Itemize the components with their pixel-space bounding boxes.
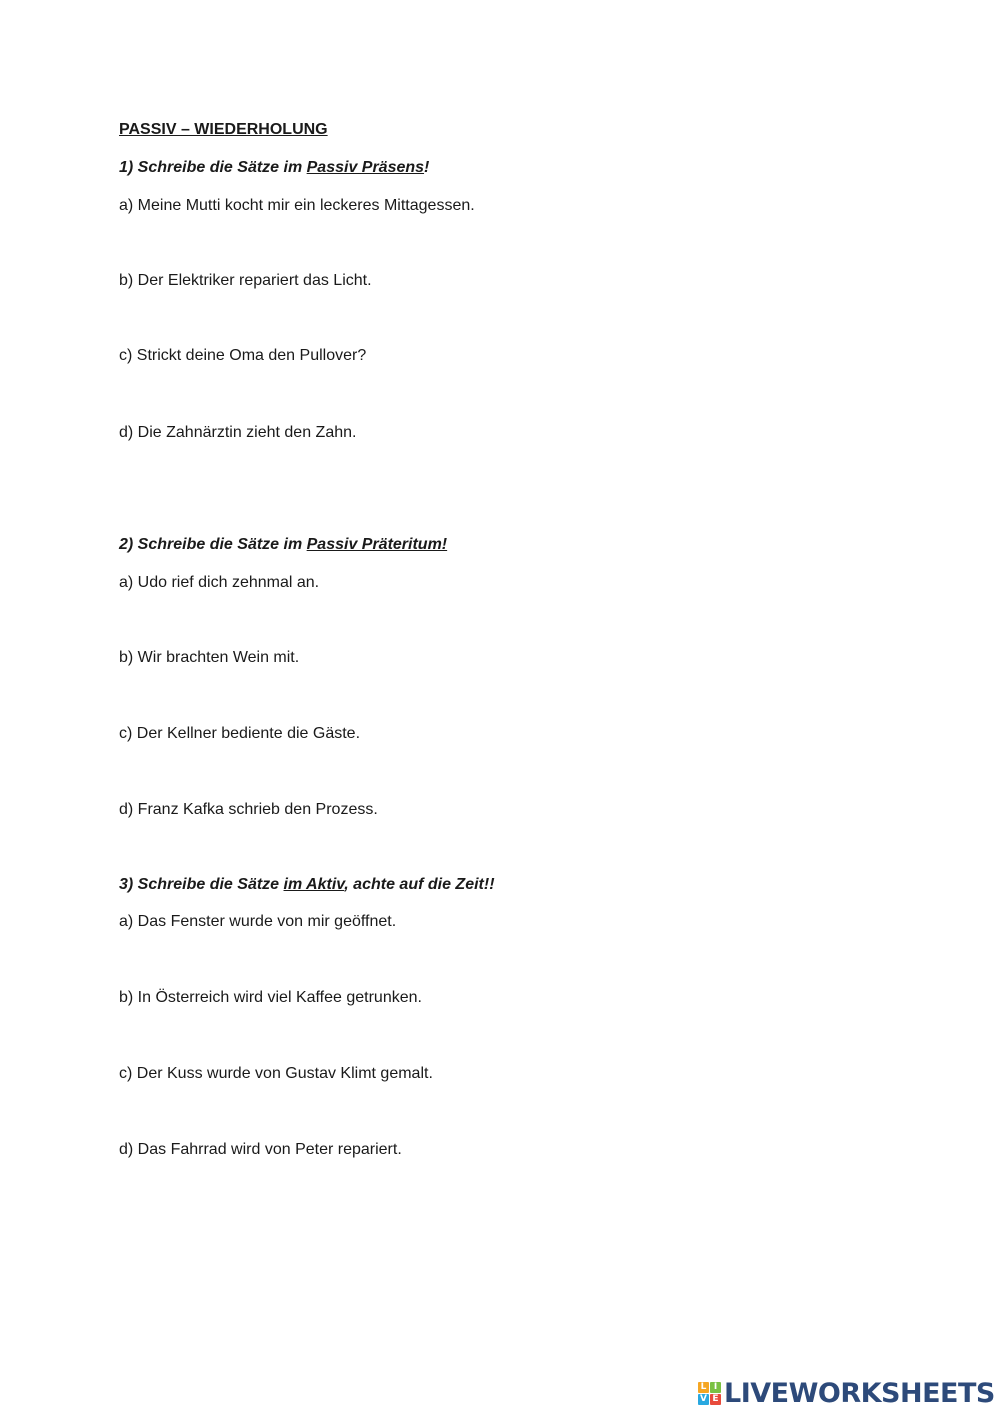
logo-icon-tile: V	[698, 1394, 709, 1405]
section-1-suffix: !	[424, 159, 430, 176]
section-2-prefix: 2) Schreibe die Sätze im	[119, 536, 307, 553]
section-2-emphasis: Passiv Präteritum!	[306, 536, 448, 553]
logo-icon-tile: E	[710, 1394, 721, 1405]
section-2-heading	[119, 535, 447, 555]
logo-icon-tile: L	[698, 1382, 709, 1393]
logo-text: LIVEWORKSHEETS	[724, 1377, 995, 1409]
section-2-item-d: d) Franz Kafka schrieb den Prozess.	[119, 801, 378, 818]
section-3-heading	[119, 875, 495, 895]
section-3-prefix: 3) Schreibe die Sätze	[119, 876, 284, 893]
section-1-heading	[119, 158, 429, 178]
page-title: PASSIV – WIEDERHOLUNG	[119, 121, 328, 138]
section-2-item-b: b) Wir brachten Wein mit.	[119, 649, 300, 666]
section-3-item-d: d) Das Fahrrad wird von Peter repariert.	[119, 1141, 402, 1158]
section-1-item-d: d) Die Zahnärztin zieht den Zahn.	[119, 424, 357, 441]
section-1-prefix: 1) Schreibe die Sätze im	[119, 159, 307, 176]
section-1-item-a: a) Meine Mutti kocht mir ein leckeres Mittagessen.	[119, 197, 475, 214]
section-3-item-a: a) Das Fenster wurde von mir geöffnet.	[119, 913, 397, 930]
section-3-item-c: c) Der Kuss wurde von Gustav Klimt gemalt.	[119, 1065, 433, 1082]
logo-icon-tile: I	[710, 1382, 721, 1393]
section-1-item-c: c) Strickt deine Oma den Pullover?	[119, 347, 367, 364]
liveworksheets-logo	[698, 1378, 995, 1408]
section-2-item-a: a) Udo rief dich zehnmal an.	[119, 574, 320, 591]
section-2-item-c: c) Der Kellner bediente die Gäste.	[119, 725, 361, 742]
section-1-item-b: b) Der Elektriker repariert das Licht.	[119, 272, 372, 289]
section-1-emphasis: Passiv Präsens	[306, 159, 425, 176]
logo-icon	[698, 1382, 721, 1405]
section-3-suffix: , achte auf die Zeit!!	[344, 876, 495, 893]
section-3-item-b: b) In Österreich wird viel Kaffee getrunken.	[119, 989, 422, 1006]
section-3-emphasis: im Aktiv	[283, 876, 345, 893]
